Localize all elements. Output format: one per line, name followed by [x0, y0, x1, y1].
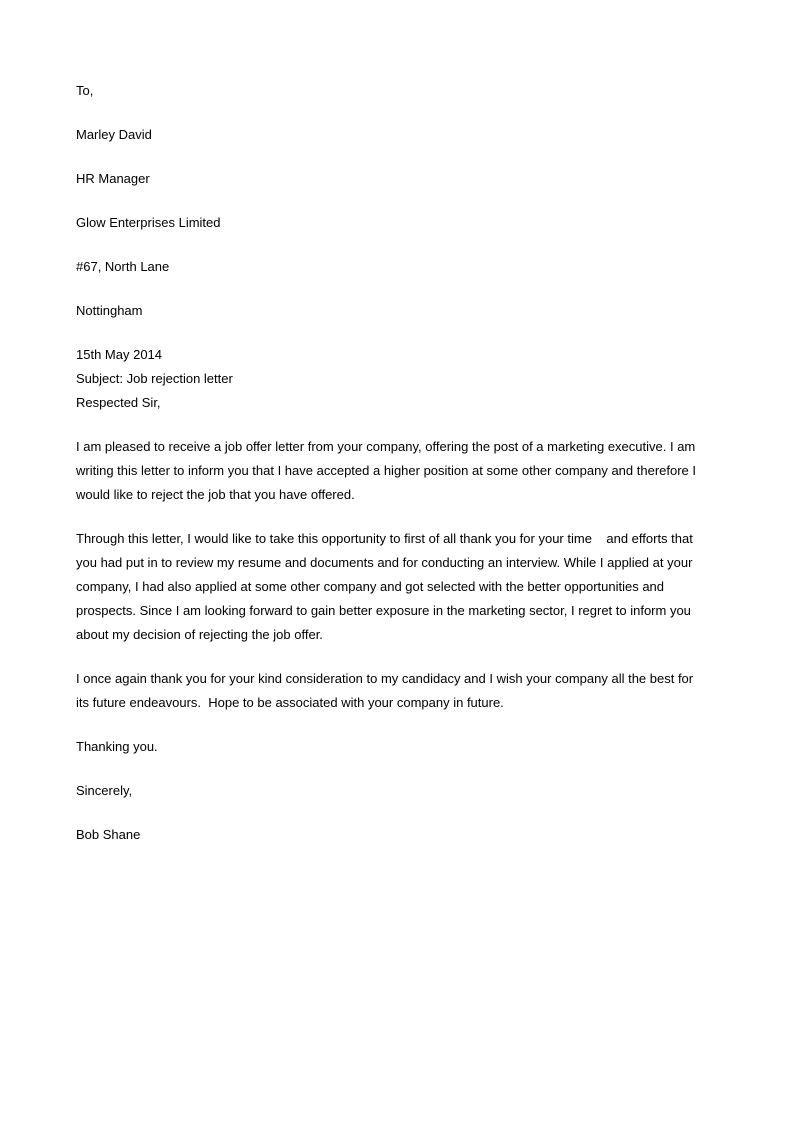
recipient-company: Glow Enterprises Limited — [76, 215, 221, 230]
letter-subject: Subject: Job rejection letter — [76, 371, 233, 386]
closing-line: Sincerely, — [76, 783, 133, 798]
body-paragraph-2: Through this letter, I would like to take this opportunity to first of all thank you for your time and efforts that you had put in to review my resume and documents and for conducting an interview. While I applied at your company, I had also applied at some other company and got selected with the better opportunities and prospects. Since I am looking forward to gain better exposure in the marketing sector, I regret to inform you about my decision of rejecting the job offer. — [76, 531, 697, 642]
salutation-to: To, — [76, 83, 94, 98]
recipient-title: HR Manager — [76, 171, 150, 186]
thanks-line: Thanking you. — [76, 739, 158, 754]
body-paragraph-3: I once again thank you for your kind consideration to my candidacy and I wish your company all the best for its future endeavours. Hope to be associated with your company in future. — [76, 671, 697, 710]
recipient-street: #67, North Lane — [76, 259, 170, 274]
letter-body — [76, 79, 706, 847]
letter-greeting: Respected Sir, — [76, 395, 161, 410]
body-paragraph-1: I am pleased to receive a job offer letter from your company, offering the post of a marketing executive. I am writing this letter to inform you that I have accepted a higher position at some other company and therefore I would like to reject the job that you have offered. — [76, 439, 700, 502]
signature-name: Bob Shane — [76, 827, 141, 842]
recipient-name: Marley David — [76, 127, 152, 142]
letter-date: 15th May 2014 — [76, 347, 163, 362]
recipient-city: Nottingham — [76, 303, 143, 318]
